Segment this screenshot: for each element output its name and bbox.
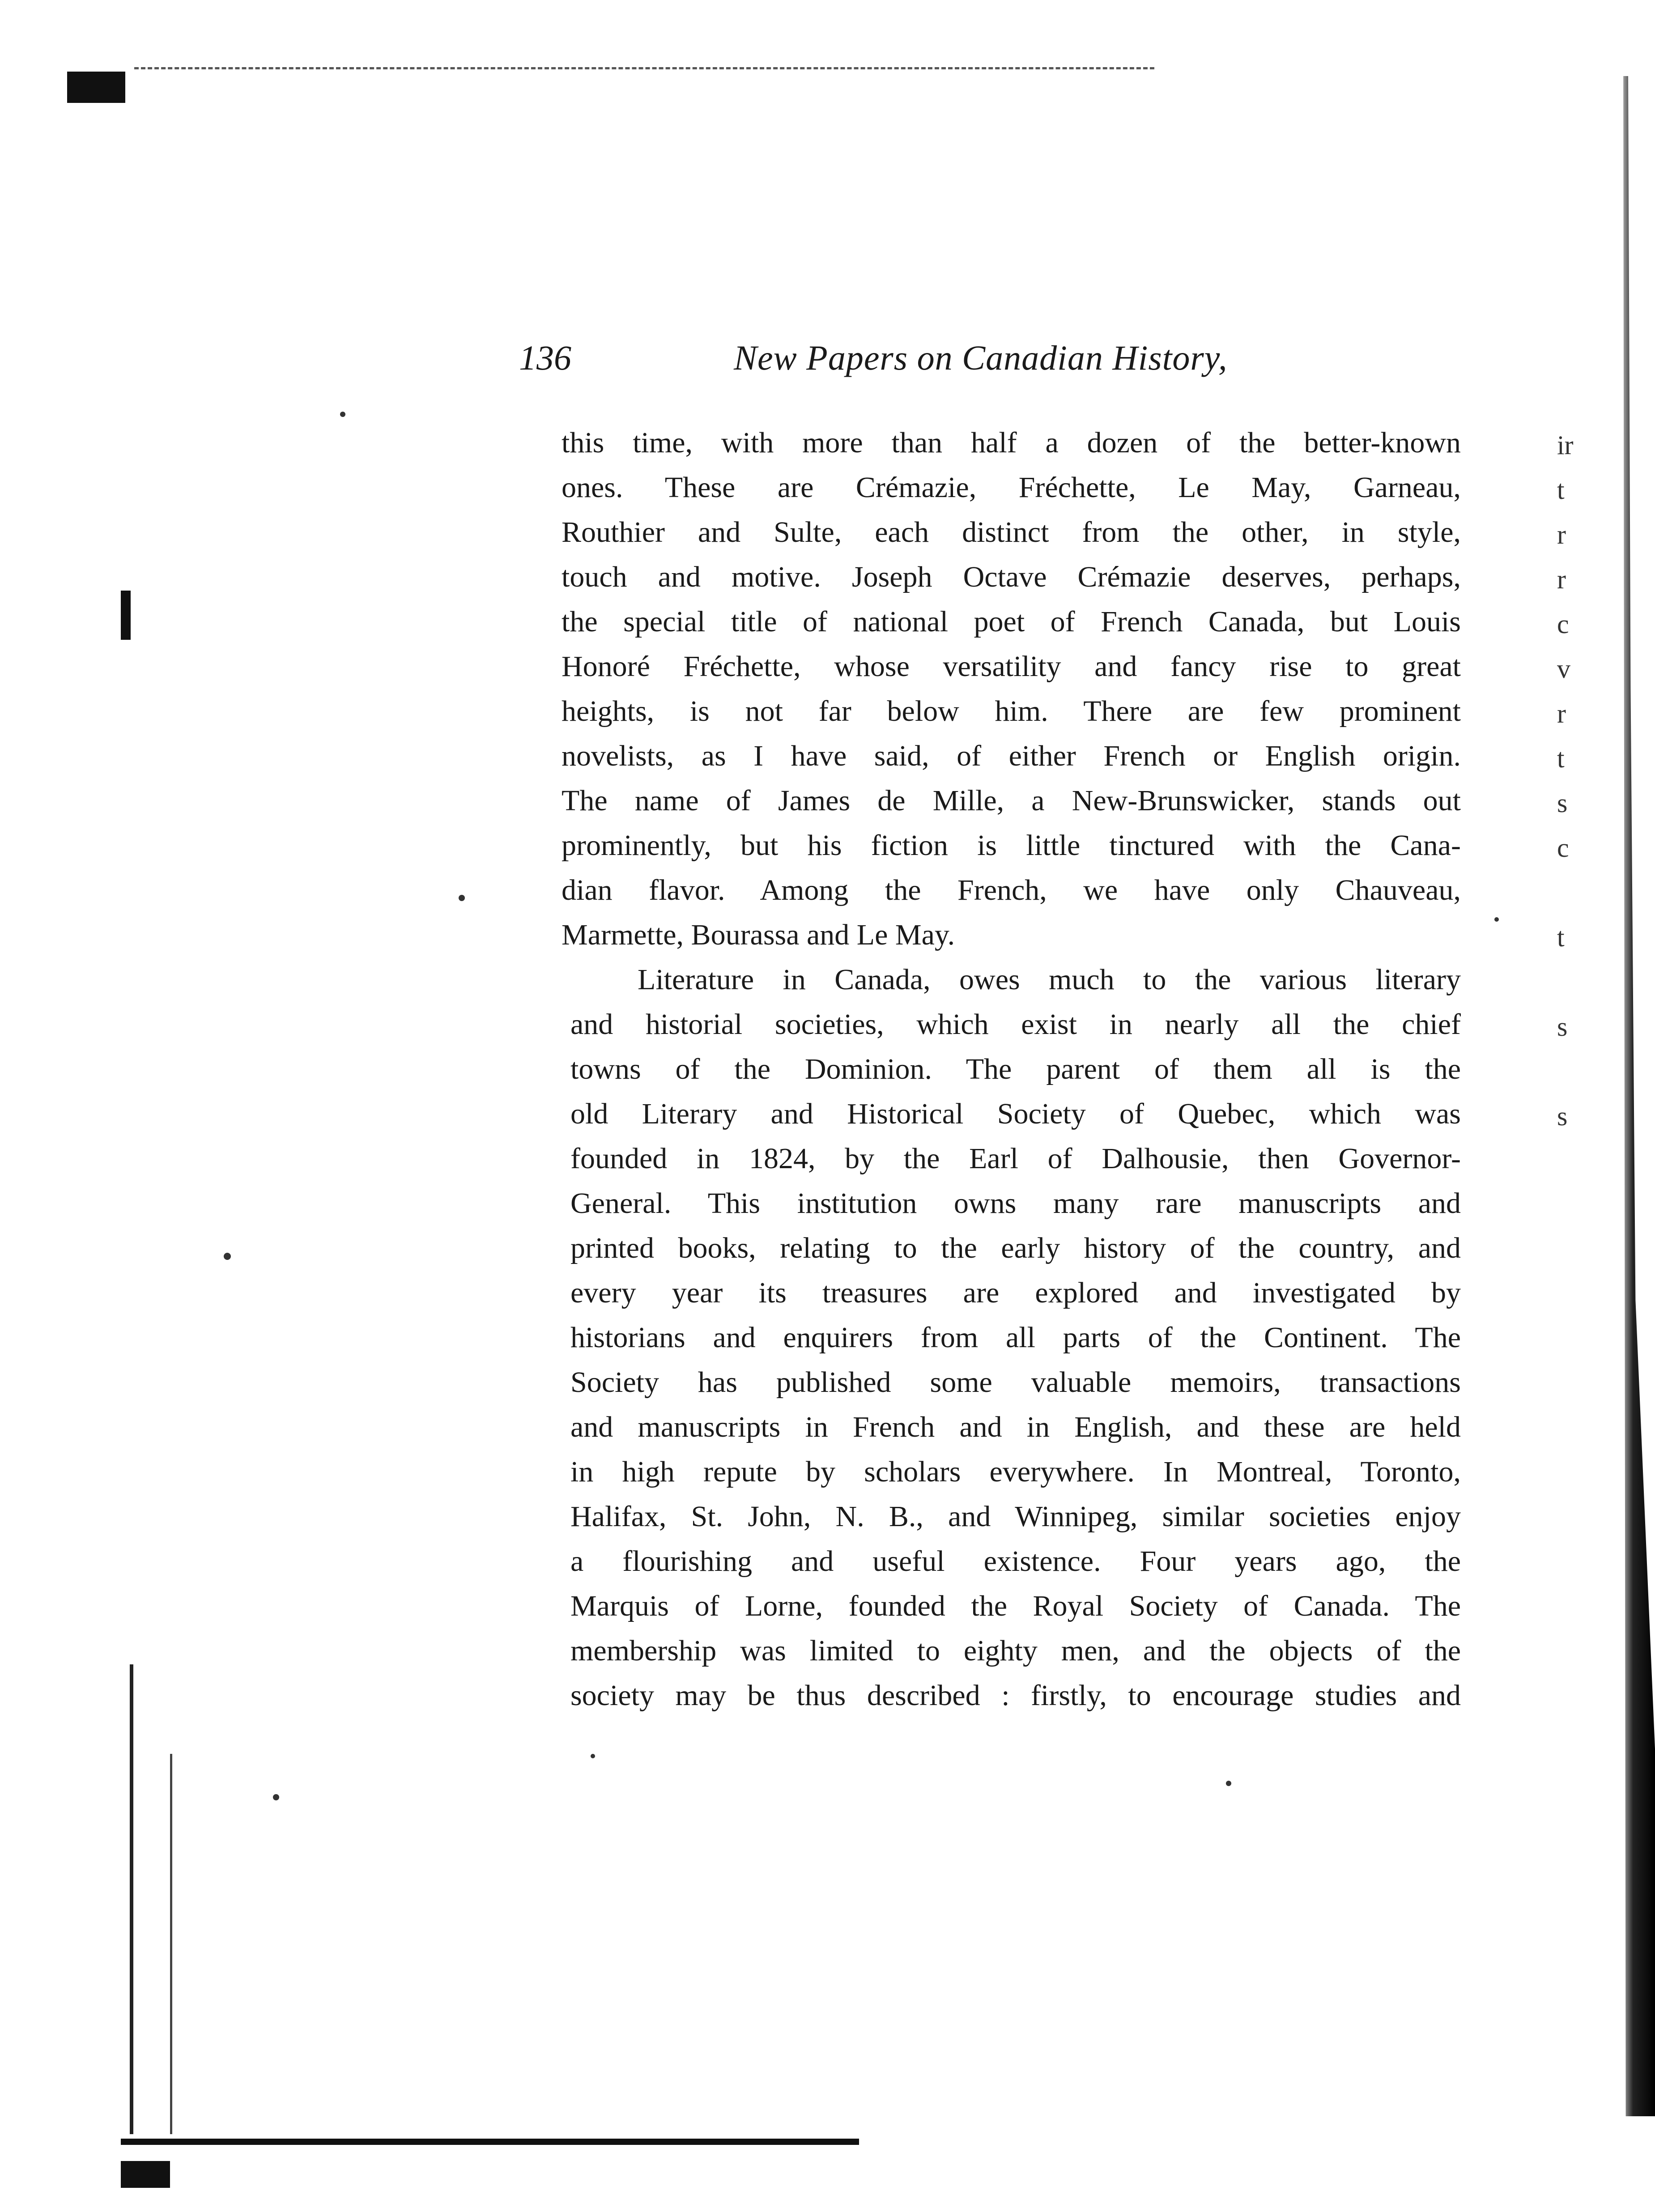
text-line: novelists, as I have said, of either French or English origin. xyxy=(562,740,1461,772)
text-line: The name of James de Mille, a New-Brunswicker, stands out xyxy=(562,784,1461,817)
scan-top-rule xyxy=(134,67,1154,69)
text-line: founded in 1824, by the Earl of Dalhousie, then Governor- xyxy=(570,1142,1461,1175)
text-line: touch and motive. Joseph Octave Crémazie deserves, perhaps, xyxy=(562,561,1461,593)
margin-fragment: s xyxy=(1557,788,1568,818)
facing-page-fragments xyxy=(1557,423,1597,1139)
margin-fragment: r xyxy=(1557,520,1566,549)
scan-left-bracket-mark xyxy=(121,591,131,640)
text-line: and manuscripts in French and in English, and these are held xyxy=(570,1411,1461,1443)
text-line: Marquis of Lorne, founded the Royal Society of Canada. The xyxy=(570,1590,1461,1622)
text-line: the special title of national poet of French Canada, but Louis xyxy=(562,605,1461,638)
text-line: prominently, but his fiction is little tinctured with the Cana- xyxy=(562,829,1461,862)
scan-left-frame-line xyxy=(130,1664,133,2134)
margin-fragment xyxy=(1557,960,1597,1004)
scan-right-edge-shadow xyxy=(1606,76,1655,2116)
margin-fragment: c xyxy=(1557,833,1569,863)
paragraph xyxy=(570,957,1461,1718)
scan-speck xyxy=(591,1754,595,1758)
text-line: printed books, relating to the early history of the country, and xyxy=(570,1232,1461,1264)
text-line: Routhier and Sulte, each distinct from the other, in style, xyxy=(562,516,1461,549)
margin-fragment: r xyxy=(1557,699,1566,728)
body-text xyxy=(562,421,1461,1718)
text-line: Marmette, Bourassa and Le May. xyxy=(562,919,955,951)
running-head-title: New Papers on Canadian History, xyxy=(734,338,1228,377)
margin-fragment: t xyxy=(1557,475,1565,505)
text-line: society may be thus described : firstly, to encourage studies and xyxy=(570,1679,1461,1712)
text-line: ones. These are Crémazie, Fréchette, Le May, Garneau, xyxy=(562,471,1461,504)
margin-fragment: ir xyxy=(1557,430,1574,460)
scan-bottom-block xyxy=(121,2161,170,2188)
page-number: 136 xyxy=(519,338,571,377)
text-line: Society has published some valuable memoirs, transactions xyxy=(570,1366,1461,1399)
margin-fragment: v xyxy=(1557,654,1570,684)
margin-fragment: r xyxy=(1557,565,1566,594)
text-line: every year its treasures are explored and investigated by xyxy=(570,1276,1461,1309)
text-line: this time, with more than half a dozen of the better-known xyxy=(562,426,1461,459)
margin-fragment: s xyxy=(1557,1102,1568,1131)
scan-bottom-rule xyxy=(121,2139,859,2145)
text-line: towns of the Dominion. The parent of them all is the xyxy=(570,1053,1461,1085)
margin-fragment xyxy=(1557,1049,1597,1094)
margin-fragment: t xyxy=(1557,923,1565,952)
text-line: heights, is not far below him. There are few prominent xyxy=(562,695,1461,727)
text-line: Halifax, St. John, N. B., and Winnipeg, similar societies enjoy xyxy=(570,1500,1461,1533)
text-line: and historial societies, which exist in nearly all the chief xyxy=(570,1008,1461,1041)
running-head xyxy=(519,331,1459,385)
text-line: Literature in Canada, owes much to the various literary xyxy=(638,963,1461,996)
text-line: old Literary and Historical Society of Quebec, which was xyxy=(570,1097,1461,1130)
margin-fragment: s xyxy=(1557,1012,1568,1042)
margin-fragment xyxy=(1557,870,1597,915)
scan-speck xyxy=(459,895,465,901)
scan-left-frame-line-inner xyxy=(170,1754,172,2134)
text-line: historians and enquirers from all parts of the Continent. The xyxy=(570,1321,1461,1354)
margin-fragment: t xyxy=(1557,744,1565,773)
text-line: membership was limited to eighty men, and the objects of the xyxy=(570,1634,1461,1667)
scan-speck xyxy=(1226,1781,1231,1786)
text-line: General. This institution owns many rare manuscripts and xyxy=(570,1187,1461,1220)
margin-fragment: c xyxy=(1557,609,1569,639)
scan-speck xyxy=(340,412,345,417)
text-line: dian flavor. Among the French, we have only Chauveau, xyxy=(562,874,1461,906)
paragraph xyxy=(562,421,1461,957)
text-line: in high repute by scholars everywhere. In Montreal, Toronto, xyxy=(570,1455,1461,1488)
scan-speck xyxy=(273,1794,279,1800)
text-line: a flourishing and useful existence. Four years ago, the xyxy=(570,1545,1461,1578)
text-line: Honoré Fréchette, whose versatility and fancy rise to great xyxy=(562,650,1461,683)
scan-corner-mark xyxy=(67,72,125,103)
scan-speck xyxy=(1494,917,1499,922)
scan-speck xyxy=(224,1253,231,1260)
